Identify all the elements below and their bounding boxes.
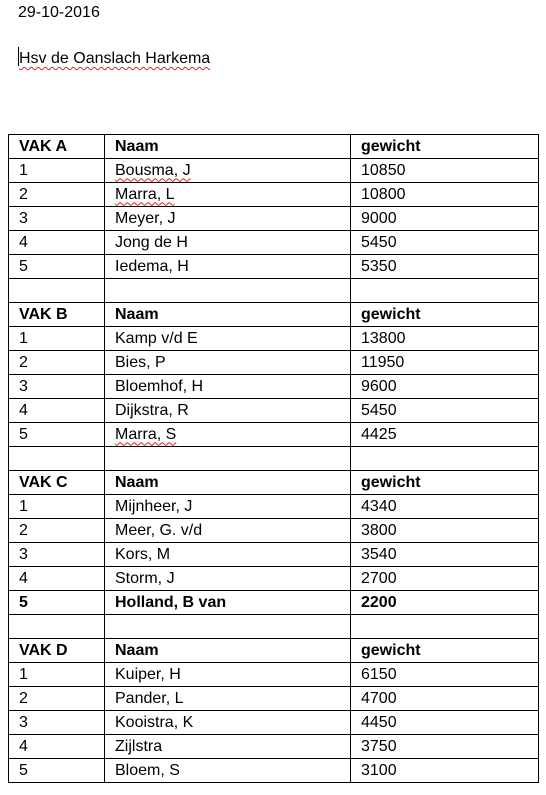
weight-cell: 3750 xyxy=(351,735,539,759)
table-row-highlighted xyxy=(9,591,539,615)
rank-cell: 2 xyxy=(9,519,105,543)
table-row xyxy=(9,183,539,207)
section-label: VAK A xyxy=(9,135,105,159)
weight-column-header: gewicht xyxy=(351,471,539,495)
rank-cell: 4 xyxy=(9,735,105,759)
weight-cell: 6150 xyxy=(351,663,539,687)
name-cell xyxy=(105,183,351,207)
empty-cell xyxy=(105,615,351,639)
table-row xyxy=(9,543,539,567)
section-label: VAK B xyxy=(9,303,105,327)
empty-cell xyxy=(351,447,539,471)
spacer-row xyxy=(9,447,539,471)
name-cell: Iedema, H xyxy=(105,255,351,279)
name-cell: Storm, J xyxy=(105,567,351,591)
name-cell xyxy=(105,159,351,183)
table-row xyxy=(9,663,539,687)
empty-cell xyxy=(351,279,539,303)
section-label: VAK C xyxy=(9,471,105,495)
name-cell: Kuiper, H xyxy=(105,663,351,687)
name-cell: Pander, L xyxy=(105,687,351,711)
name-column-header: Naam xyxy=(105,303,351,327)
weight-cell: 9000 xyxy=(351,207,539,231)
table-row xyxy=(9,351,539,375)
weight-cell: 5450 xyxy=(351,231,539,255)
section-header-row xyxy=(9,135,539,159)
section-label: VAK D xyxy=(9,639,105,663)
empty-cell xyxy=(9,447,105,471)
weight-cell: 13800 xyxy=(351,327,539,351)
table-row xyxy=(9,423,539,447)
table-row xyxy=(9,519,539,543)
section-header-row xyxy=(9,639,539,663)
name-column-header: Naam xyxy=(105,135,351,159)
empty-cell xyxy=(351,615,539,639)
weight-cell: 4450 xyxy=(351,711,539,735)
rank-cell: 4 xyxy=(9,231,105,255)
club-name-text: Hsv de Oanslach Harkema xyxy=(19,50,211,67)
name-cell: Bloemhof, H xyxy=(105,375,351,399)
rank-cell: 2 xyxy=(9,687,105,711)
name-cell xyxy=(105,423,351,447)
table-row xyxy=(9,159,539,183)
section-header-row xyxy=(9,303,539,327)
weight-cell: 5450 xyxy=(351,399,539,423)
weight-cell: 10850 xyxy=(351,159,539,183)
name-cell: Kors, M xyxy=(105,543,351,567)
weight-cell: 11950 xyxy=(351,351,539,375)
name-text: Bousma, J xyxy=(115,161,191,179)
name-cell: Holland, B van xyxy=(105,591,351,615)
name-text: Marra, S xyxy=(115,425,177,443)
weight-column-header: gewicht xyxy=(351,639,539,663)
rank-cell: 3 xyxy=(9,711,105,735)
spacer-row xyxy=(9,615,539,639)
name-cell: Dijkstra, R xyxy=(105,399,351,423)
rank-cell: 2 xyxy=(9,351,105,375)
rank-cell: 2 xyxy=(9,183,105,207)
rank-cell: 4 xyxy=(9,567,105,591)
table-row xyxy=(9,375,539,399)
weight-column-header: gewicht xyxy=(351,135,539,159)
section-header-row xyxy=(9,471,539,495)
rank-cell: 5 xyxy=(9,591,105,615)
table-row xyxy=(9,711,539,735)
rank-cell: 1 xyxy=(9,327,105,351)
weight-cell: 10800 xyxy=(351,183,539,207)
rank-cell: 3 xyxy=(9,207,105,231)
rank-cell: 3 xyxy=(9,375,105,399)
name-text: Marra, L xyxy=(115,185,175,203)
rank-cell: 4 xyxy=(9,399,105,423)
rank-cell: 1 xyxy=(9,663,105,687)
table-row xyxy=(9,687,539,711)
table-row xyxy=(9,495,539,519)
name-cell: Mijnheer, J xyxy=(105,495,351,519)
empty-cell xyxy=(105,279,351,303)
rank-cell: 1 xyxy=(9,159,105,183)
name-column-header: Naam xyxy=(105,471,351,495)
weight-cell: 3100 xyxy=(351,759,539,783)
empty-cell xyxy=(9,615,105,639)
results-table xyxy=(8,134,539,783)
weight-cell: 4340 xyxy=(351,495,539,519)
name-column-header: Naam xyxy=(105,639,351,663)
weight-cell: 9600 xyxy=(351,375,539,399)
weight-column-header: gewicht xyxy=(351,303,539,327)
spacer-row xyxy=(9,279,539,303)
empty-cell xyxy=(105,447,351,471)
rank-cell: 5 xyxy=(9,255,105,279)
weight-cell: 2700 xyxy=(351,567,539,591)
weight-cell: 2200 xyxy=(351,591,539,615)
table-row xyxy=(9,255,539,279)
rank-cell: 3 xyxy=(9,543,105,567)
name-cell: Meyer, J xyxy=(105,207,351,231)
table-row xyxy=(9,567,539,591)
weight-cell: 4425 xyxy=(351,423,539,447)
table-row xyxy=(9,399,539,423)
table-row xyxy=(9,735,539,759)
table-row xyxy=(9,207,539,231)
rank-cell: 1 xyxy=(9,495,105,519)
empty-cell xyxy=(9,279,105,303)
name-cell: Kooistra, K xyxy=(105,711,351,735)
weight-cell: 4700 xyxy=(351,687,539,711)
name-cell: Kamp v/d E xyxy=(105,327,351,351)
rank-cell: 5 xyxy=(9,759,105,783)
name-cell: Bloem, S xyxy=(105,759,351,783)
weight-cell: 5350 xyxy=(351,255,539,279)
weight-cell: 3540 xyxy=(351,543,539,567)
name-cell: Jong de H xyxy=(105,231,351,255)
club-name xyxy=(18,47,210,69)
rank-cell: 5 xyxy=(9,423,105,447)
table-row xyxy=(9,327,539,351)
weight-cell: 3800 xyxy=(351,519,539,543)
table-row xyxy=(9,759,539,783)
name-cell: Bies, P xyxy=(105,351,351,375)
table-row xyxy=(9,231,539,255)
document-date: 29-10-2016 xyxy=(18,4,100,21)
name-cell: Zijlstra xyxy=(105,735,351,759)
name-cell: Meer, G. v/d xyxy=(105,519,351,543)
